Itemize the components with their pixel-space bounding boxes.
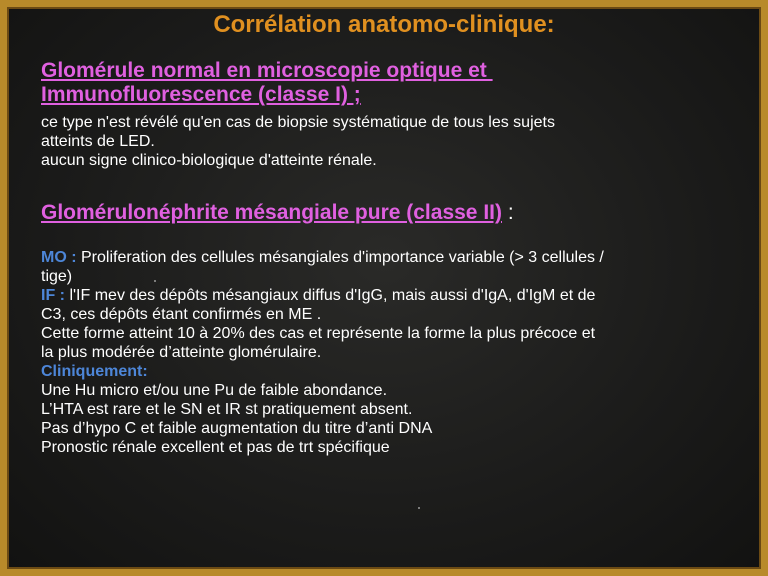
if-label: IF : bbox=[41, 287, 70, 304]
if-text-1: l'IF mev des dépôts mésangiaux diffus d'IgG, mais aussi d'IgA, d'IgM et de bbox=[69, 287, 596, 304]
if-line bbox=[41, 286, 733, 305]
clinique-line: Une Hu micro et/ou une Pu de faible abondance. bbox=[41, 382, 388, 399]
mo-text-2: tige) bbox=[41, 268, 73, 285]
section1-line: atteints de LED. bbox=[41, 133, 155, 150]
section2-heading-text: Glomérulonéphrite mésangiale pure (classe II) bbox=[41, 201, 502, 224]
slide-title: Corrélation anatomo-clinique: bbox=[213, 11, 555, 38]
section1-line: ce type n'est révélé qu'en cas de biopsie systématique de tous les sujets bbox=[41, 114, 555, 131]
mo-text-1: Proliferation des cellules mésangiales d'importance variable (> 3 cellules / bbox=[81, 249, 604, 266]
chalk-speck bbox=[418, 507, 420, 509]
form-text-1: Cette forme atteint 10 à 20% des cas et représente la forme la plus précoce et bbox=[41, 325, 596, 342]
form-text-2: la plus modérée d’atteinte glomérulaire. bbox=[41, 344, 322, 361]
section1-body bbox=[41, 113, 733, 170]
section1-heading-line2: Immunofluorescence (classe I) ; bbox=[41, 83, 361, 106]
section2-heading bbox=[41, 201, 514, 225]
section1-heading bbox=[41, 59, 493, 107]
mo-label: MO : bbox=[41, 249, 81, 266]
if-text-2: C3, ces dépôts étant confirmés en ME . bbox=[41, 306, 322, 323]
mo-line bbox=[41, 248, 733, 267]
clinique-label: Cliniquement: bbox=[41, 363, 148, 380]
chalk-speck bbox=[154, 280, 156, 282]
clinique-line: Pas d’hypo C et faible augmentation du titre d’anti DNA bbox=[41, 420, 433, 437]
section1-line: aucun signe clinico-biologique d'atteinte rénale. bbox=[41, 152, 377, 169]
section2-heading-suffix: : bbox=[501, 201, 514, 224]
clinique-line: L’HTA est rare et le SN et IR st pratiquement absent. bbox=[41, 401, 413, 418]
section2-body bbox=[41, 248, 733, 457]
clinique-line: Pronostic rénale excellent et pas de trt spécifique bbox=[41, 439, 390, 456]
section1-heading-line1: Glomérule normal en microscopie optique et bbox=[41, 59, 493, 82]
